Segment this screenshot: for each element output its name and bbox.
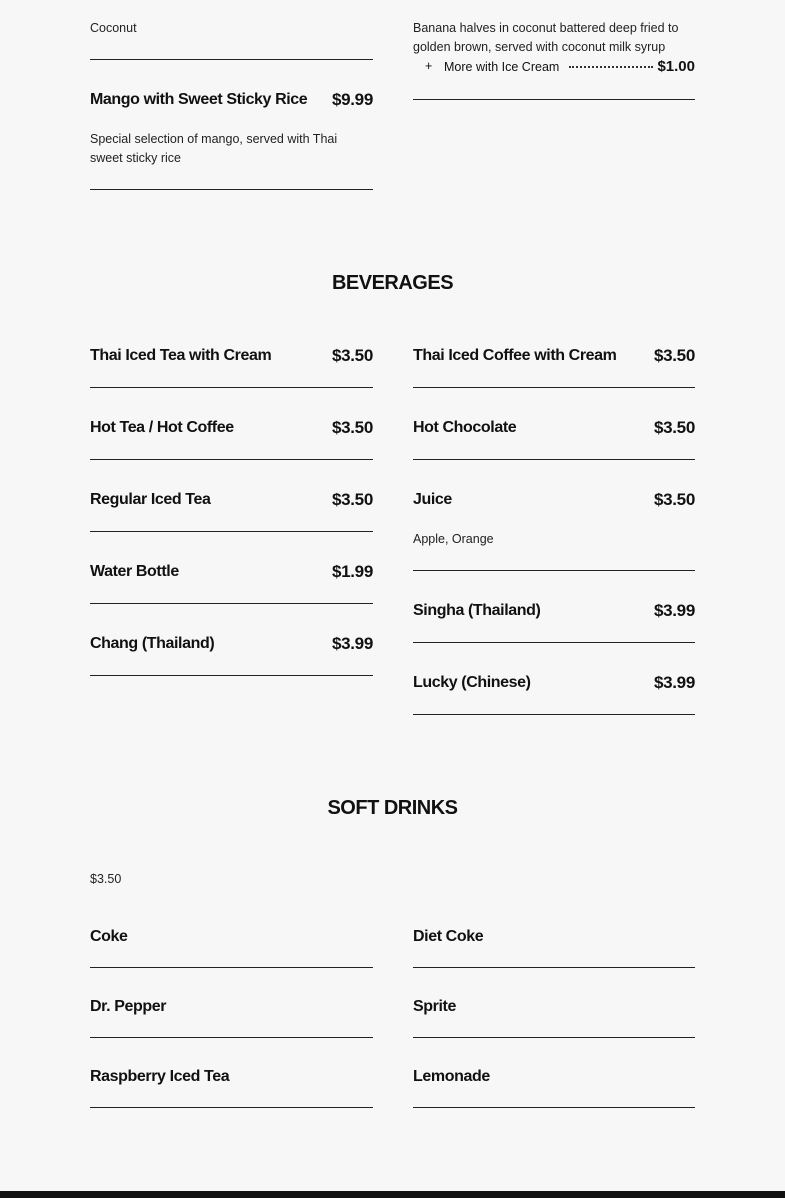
addon-ice-cream [413, 59, 695, 79]
item-name: Hot Tea / Hot Coffee [90, 419, 234, 436]
item-price: $3.50 [331, 418, 373, 437]
item-description: Apple, Orange [413, 532, 494, 546]
item-name: Dr. Pepper [90, 998, 167, 1015]
item-name: Water Bottle [90, 563, 179, 580]
item-name: Thai Iced Tea with Cream [90, 347, 272, 364]
section-title-beverages: BEVERAGES [331, 272, 454, 294]
item-name: Diet Coke [413, 928, 484, 945]
menu-item-fried-banana [413, 0, 695, 100]
item-name: Chang (Thailand) [90, 635, 215, 652]
section-title-soft-drinks: SOFT DRINKS [327, 797, 458, 819]
menu-item [90, 460, 373, 532]
plus-icon: + [425, 59, 433, 73]
item-name: Thai Iced Coffee with Cream [413, 347, 617, 364]
menu-item-mango-sticky-rice [90, 60, 373, 190]
item-name: Juice [413, 491, 452, 508]
item-price: $3.50 [653, 418, 695, 437]
item-price: $3.50 [653, 346, 695, 365]
menu-item [90, 532, 373, 604]
dot-leader [569, 66, 653, 68]
item-price: $3.99 [653, 673, 695, 692]
item-description: Special selection of mango, served with Thai sweet sticky rice [90, 132, 338, 165]
item-name: Mango with Sweet Sticky Rice [90, 91, 308, 108]
menu-item-juice [413, 460, 695, 571]
menu-item [413, 388, 695, 460]
item-price: $3.50 [331, 490, 373, 509]
addon-price: $1.00 [657, 58, 695, 75]
item-name: Regular Iced Tea [90, 491, 211, 508]
item-name: Singha (Thailand) [413, 602, 541, 619]
item-price: $3.99 [331, 634, 373, 653]
item-name: Sprite [413, 998, 456, 1015]
item-price: $1.99 [331, 562, 373, 581]
menu-item [413, 571, 695, 643]
addon-label: More with Ice Cream [444, 60, 560, 74]
menu-item-coconut [90, 0, 373, 60]
item-price: $3.50 [653, 490, 695, 509]
menu-item [413, 1038, 695, 1108]
footer-bar [0, 1191, 785, 1198]
menu-item [413, 643, 695, 715]
menu-item [90, 604, 373, 676]
item-name: Lucky (Chinese) [413, 674, 531, 691]
item-price: $9.99 [331, 90, 373, 109]
item-price: $3.99 [653, 601, 695, 620]
item-description: Coconut [90, 21, 137, 35]
item-name: Hot Chocolate [413, 419, 517, 436]
item-description: Banana halves in coconut battered deep fried to golden brown, served with coconut milk syrup [413, 21, 679, 54]
menu-item [413, 898, 695, 968]
menu-item [90, 388, 373, 460]
item-name: Lemonade [413, 1068, 490, 1085]
item-name: Raspberry Iced Tea [90, 1068, 230, 1085]
item-name: Coke [90, 928, 128, 945]
item-price: $3.50 [331, 346, 373, 365]
section-price-note: $3.50 [90, 872, 122, 886]
menu-item [90, 1038, 373, 1108]
menu-item [90, 898, 373, 968]
menu-item [90, 968, 373, 1038]
menu-item [413, 968, 695, 1038]
menu-item [413, 316, 695, 388]
menu-item [90, 316, 373, 388]
